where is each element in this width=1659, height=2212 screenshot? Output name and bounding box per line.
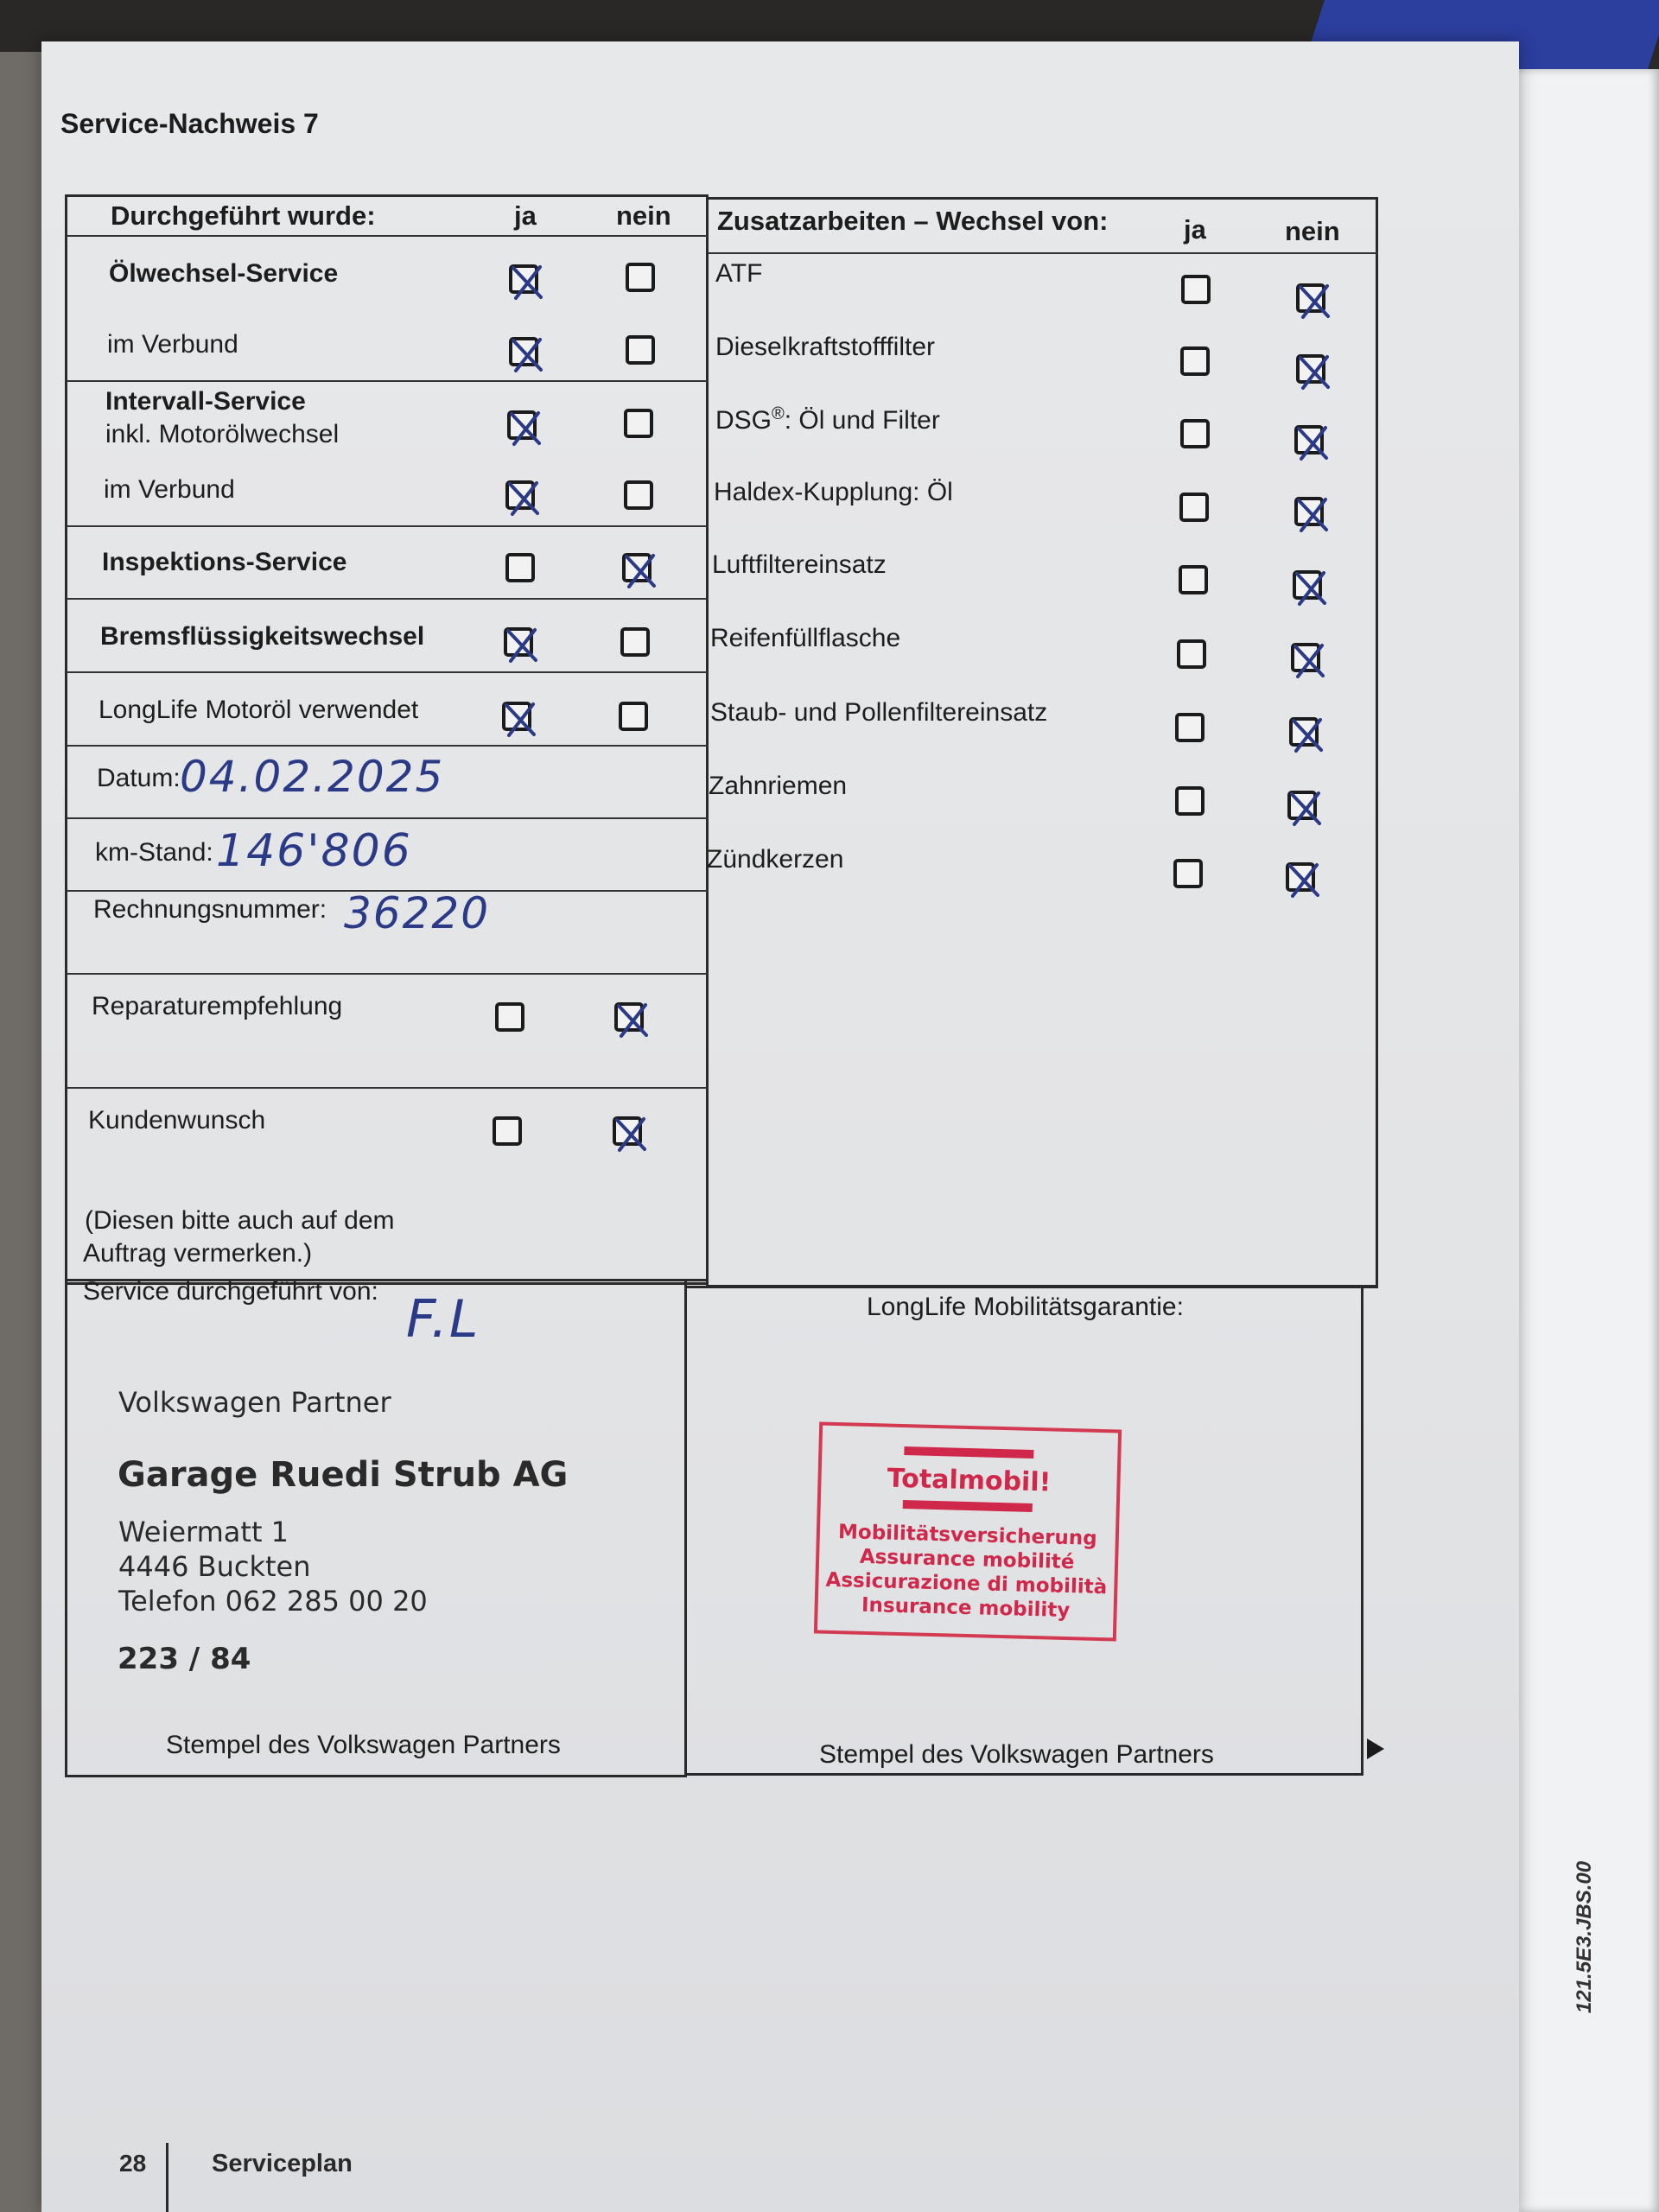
zusatz-atf-nein-checkbox[interactable] [1296, 283, 1325, 313]
partner-name: Garage Ruedi Strub AG [118, 1455, 569, 1495]
zusatz-diesel-nein-checkbox[interactable] [1296, 354, 1325, 384]
kundenwunsch-ja-checkbox[interactable] [493, 1116, 522, 1146]
zusatz-luftfilter-ja-checkbox[interactable] [1179, 565, 1208, 594]
zusatz-atf-ja-checkbox[interactable] [1181, 275, 1211, 304]
check-mark-icon [1293, 278, 1336, 325]
page-number: 28 [119, 2150, 147, 2177]
right-header-label: Zusatzarbeiten – Wechsel von: [717, 206, 1109, 236]
stamp-line-fr: Assurance mobilité [859, 1545, 1075, 1574]
zusatz-zuendkerzen-nein-checkbox[interactable] [1286, 862, 1315, 892]
check-mark-icon [1291, 420, 1334, 467]
zusatz-diesel-ja-checkbox[interactable] [1180, 346, 1210, 376]
datum-label: Datum: [97, 764, 181, 792]
row-bremsfluessigkeit-nein-checkbox[interactable] [620, 627, 650, 657]
check-mark-icon [1284, 785, 1327, 832]
row-bremsfluessigkeit-label: Bremsflüssigkeitswechsel [100, 622, 425, 651]
row-intervall-ja-checkbox[interactable] [507, 410, 537, 440]
left-header-nein: nein [616, 200, 671, 231]
kundenwunsch-note-2: Auftrag vermerken.) [83, 1239, 313, 1268]
km-stand-value[interactable]: 146'806 [216, 825, 412, 877]
check-mark-icon [1282, 857, 1325, 904]
stamp-line-it: Assicurazione di mobilità [825, 1568, 1108, 1599]
side-print-code: 121.5E3.JBS.00 [1573, 1860, 1596, 2013]
kundenwunsch-label: Kundenwunsch [88, 1106, 266, 1135]
check-mark-icon [611, 997, 654, 1044]
service-by-label: Service durchgeführt von: [83, 1277, 378, 1306]
check-mark-icon [505, 259, 549, 306]
next-page-arrow-icon [1367, 1738, 1384, 1759]
zusatz-zahnriemen-nein-checkbox[interactable] [1287, 791, 1317, 820]
zusatz-dsg-label-rest: : Öl und Filter [784, 406, 940, 435]
row-verbund-1-label: im Verbund [107, 330, 238, 359]
left-header-label: Durchgeführt wurde: [111, 200, 376, 231]
check-mark-icon [1287, 638, 1331, 684]
row-oelwechsel-label: Ölwechsel-Service [109, 259, 339, 288]
rechnungsnummer-value[interactable]: 36220 [344, 888, 491, 938]
document-title: Service-Nachweis 7 [60, 108, 319, 139]
check-mark-icon [1289, 565, 1332, 612]
zusatz-pollenfilter-nein-checkbox[interactable] [1289, 717, 1319, 747]
zusatz-zuendkerzen-ja-checkbox[interactable] [1173, 859, 1203, 888]
check-mark-icon [1286, 712, 1329, 759]
reparatur-nein-checkbox[interactable] [614, 1002, 644, 1032]
zusatz-dsg-nein-checkbox[interactable] [1294, 425, 1324, 454]
check-mark-icon [505, 332, 549, 378]
row-verbund-2-label: im Verbund [104, 475, 235, 504]
stamp-caption-left: Stempel des Volkswagen Partners [166, 1731, 561, 1759]
row-inspektion-nein-checkbox[interactable] [622, 553, 652, 582]
left-header-ja: ja [514, 200, 537, 231]
rechnungsnummer-label: Rechnungsnummer: [93, 895, 327, 924]
row-longlife-nein-checkbox[interactable] [619, 702, 648, 731]
partner-phone: Telefon 062 285 00 20 [118, 1585, 428, 1618]
footer-section: Serviceplan [212, 2150, 353, 2177]
row-intervall-sublabel: inkl. Motorölwechsel [105, 420, 340, 448]
row-longlife-ja-checkbox[interactable] [502, 702, 531, 731]
partner-street: Weiermatt 1 [118, 1516, 289, 1548]
zusatz-haldex-ja-checkbox[interactable] [1179, 493, 1209, 522]
row-inspektion-label: Inspektions-Service [102, 548, 347, 576]
stamp-caption-right: Stempel des Volkswagen Partners [819, 1740, 1214, 1769]
check-mark-icon [499, 696, 542, 743]
kundenwunsch-note-1: (Diesen bitte auch auf dem [85, 1206, 395, 1235]
partner-city: 4446 Buckten [118, 1550, 311, 1583]
partner-line1: Volkswagen Partner [118, 1386, 391, 1419]
zusatz-diesel-label: Dieselkraftstofffilter [715, 333, 935, 361]
reparaturempfehlung-label: Reparaturempfehlung [92, 992, 343, 1020]
row-inspektion-ja-checkbox[interactable] [505, 553, 535, 582]
row-bremsfluessigkeit-ja-checkbox[interactable] [504, 627, 533, 657]
datum-value[interactable]: 04.02.2025 [180, 752, 445, 802]
zusatz-dsg-ja-checkbox[interactable] [1180, 419, 1210, 448]
check-mark-icon [504, 405, 547, 452]
km-stand-label: km-Stand: [95, 838, 213, 867]
footer-divider [166, 2143, 168, 2212]
zusatz-pollenfilter-ja-checkbox[interactable] [1175, 713, 1205, 742]
mobility-label: LongLife Mobilitätsgarantie: [867, 1293, 1184, 1321]
right-header-nein: nein [1285, 216, 1340, 246]
row-verbund-1-nein-checkbox[interactable] [626, 335, 655, 365]
zusatz-zuendkerzen-label: Zündkerzen [707, 845, 844, 874]
zusatz-reifenfuell-nein-checkbox[interactable] [1291, 643, 1320, 672]
row-verbund-1-ja-checkbox[interactable] [509, 337, 538, 366]
zusatz-reifenfuell-label: Reifenfüllflasche [710, 624, 901, 652]
zusatz-dsg-registered: ® [772, 404, 785, 423]
zusatz-dsg-label [715, 404, 940, 435]
zusatz-luftfilter-nein-checkbox[interactable] [1293, 570, 1322, 600]
service-by-signature[interactable]: F.L [406, 1289, 480, 1350]
right-header-ja: ja [1184, 214, 1206, 245]
totalmobil-logo: Totalmobil! [887, 1463, 1052, 1498]
stamp-line-en: Insurance mobility [861, 1593, 1071, 1623]
row-longlife-label: LongLife Motoröl verwendet [99, 696, 419, 724]
zusatz-reifenfuell-ja-checkbox[interactable] [1177, 639, 1206, 669]
partner-code: 223 / 84 [118, 1642, 251, 1676]
row-verbund-2-ja-checkbox[interactable] [505, 480, 535, 510]
row-verbund-2-nein-checkbox[interactable] [624, 480, 653, 510]
row-oelwechsel-nein-checkbox[interactable] [626, 263, 655, 292]
zusatz-atf-label: ATF [715, 259, 763, 288]
row-intervall-label: Intervall-Service [105, 387, 306, 416]
row-intervall-nein-checkbox[interactable] [624, 409, 653, 438]
zusatz-luftfilter-label: Luftfiltereinsatz [712, 550, 887, 579]
check-mark-icon [1291, 492, 1334, 538]
zusatz-pollenfilter-label: Staub- und Pollenfiltereinsatz [710, 698, 1048, 727]
check-mark-icon [1293, 349, 1336, 396]
check-mark-icon [500, 622, 543, 669]
check-mark-icon [609, 1111, 652, 1158]
zusatz-haldex-label: Haldex-Kupplung: Öl [714, 478, 953, 506]
check-mark-icon [619, 548, 662, 594]
zusatz-zahnriemen-ja-checkbox[interactable] [1175, 786, 1205, 816]
totalmobil-stamp [814, 1421, 1122, 1641]
reparatur-ja-checkbox[interactable] [495, 1002, 524, 1032]
stamp-line-de: Mobilitätsversicherung [837, 1521, 1098, 1550]
kundenwunsch-nein-checkbox[interactable] [613, 1116, 642, 1146]
zusatz-haldex-nein-checkbox[interactable] [1294, 497, 1324, 526]
check-mark-icon [502, 475, 545, 522]
zusatz-dsg-label-main: DSG [715, 406, 772, 435]
row-oelwechsel-ja-checkbox[interactable] [509, 264, 538, 294]
zusatz-zahnriemen-label: Zahnriemen [709, 772, 848, 800]
